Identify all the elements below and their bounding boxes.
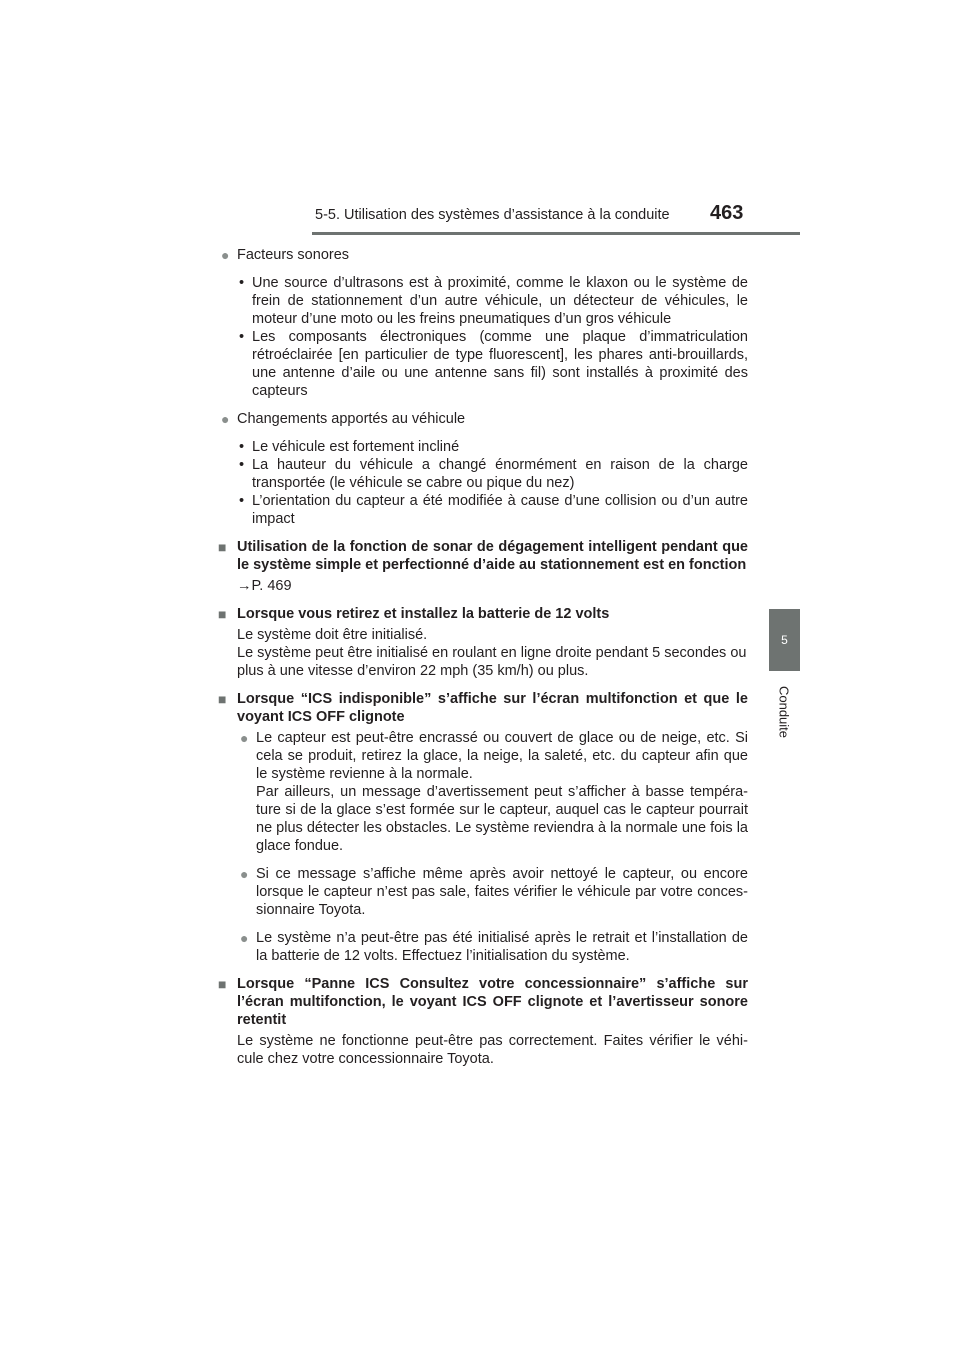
list-item-text: Le véhicule est fortement incliné [252, 439, 460, 455]
bullet-text: Changements apportés au véhicule [237, 411, 466, 427]
bullet-item [237, 929, 748, 965]
chapter-tab [769, 609, 800, 671]
section-title: Lorsque “ICS indisponible” s’affiche sur l’écran multifonction et que le voyant ICS OFF clignote [237, 691, 748, 725]
dash-list [218, 438, 748, 528]
page-body [218, 243, 748, 1068]
section-heading [218, 690, 748, 726]
section-heading [218, 538, 748, 574]
list-item [218, 328, 748, 400]
chapter-label: Conduite [776, 685, 792, 739]
running-header: 5-5. Utilisation des systèmes d’assistance à la conduite [315, 207, 670, 223]
page-reference: →P. 469 [237, 578, 292, 594]
dot-icon: • [239, 275, 245, 291]
bullet-icon: ● [240, 866, 249, 882]
section-title: Lorsque vous retirez et installez la batterie de 12 volts [237, 606, 610, 622]
dot-icon: • [239, 439, 245, 455]
dot-icon: • [239, 493, 245, 509]
bullet-item [237, 729, 748, 855]
square-icon: ■ [218, 691, 227, 707]
dot-icon: • [239, 329, 245, 345]
list-item-text: L’orientation du capteur a été modifiée à cause d’une collision ou d’un autre impact [252, 493, 748, 527]
list-item [218, 492, 748, 528]
bullet-item [237, 865, 748, 919]
list-item [218, 274, 748, 328]
bullet-group [218, 729, 748, 965]
paragraph: Le système doit être initialisé. [237, 627, 428, 643]
header-divider [312, 232, 800, 235]
bullet-text: Par ailleurs, un message d’avertissement peut s’afficher à basse tempéra-ture si de la glace s’est formée sur le capteur, auquel cas le capteur pourrait ne plus détecter les obstacles. Le système reviendra à la normale une fois la glace fondue. [256, 784, 748, 854]
list-item [218, 456, 748, 492]
list-item [218, 438, 748, 456]
bullet-text: Facteurs sonores [237, 247, 350, 263]
list-item-text: Une source d’ultrasons est à proximité, comme le klaxon ou le système de frein de stationnement d’un autre véhicule, un détecteur de véhicules, le moteur d’une moto ou les freins pneumatiques d’un gros véhicule [252, 275, 748, 327]
square-icon: ■ [218, 976, 227, 992]
bullet-icon: ● [221, 247, 230, 263]
section-heading [218, 605, 748, 623]
chapter-number: 5 [781, 633, 788, 647]
dot-icon: • [239, 457, 245, 473]
bullet-icon: ● [221, 411, 230, 427]
page-number: 463 [710, 202, 744, 224]
list-item-text: La hauteur du véhicule a changé énormément en raison de la charge transportée (le véhicule se cabre ou pique du nez) [252, 457, 748, 491]
bullet-heading [218, 246, 748, 264]
list-item-text: Les composants électroniques (comme une plaque d’immatriculation rétroéclairée [en particulier de type fluorescent], les phares anti-brouillards, une antenne d’aile ou une antenne sans fil) sont installés à proximité des capteurs [252, 329, 748, 399]
dash-list [218, 274, 748, 400]
bullet-icon: ● [240, 930, 249, 946]
paragraph: Le système ne fonctionne peut-être pas correctement. Faites vérifier le véhi-cule chez votre concessionnaire Toyota. [237, 1033, 748, 1067]
bullet-text: Si ce message s’affiche même après avoir nettoyé le capteur, ou encore lorsque le capteur n’est pas sale, faites vérifier le véhicule par votre conces-sionnaire Toyota. [256, 866, 748, 918]
bullet-text: Le capteur est peut-être encrassé ou couvert de glace ou de neige, etc. Si cela se produit, retirez la glace, la neige, la saleté, etc. du capteur afin que le système revienne à la normale. [256, 730, 748, 782]
section-title: Lorsque “Panne ICS Consultez votre concessionnaire” s’affiche sur l’écran multifonction, le voyant ICS OFF clignote et l’avertisseur sonore retentit [237, 976, 748, 1028]
section-title: Utilisation de la fonction de sonar de dégagement intelligent pendant que le système simple et perfectionné d’aide au stationnement est en fonction [237, 539, 748, 573]
bullet-heading [218, 410, 748, 428]
square-icon: ■ [218, 539, 227, 555]
bullet-text: Le système n’a peut-être pas été initialisé après le retrait et l’installation de la batterie de 12 volts. Effectuez l’initialisation du système. [256, 930, 748, 964]
section-heading [218, 975, 748, 1029]
paragraph: Le système peut être initialisé en roulant en ligne droite pendant 5 secondes ou plus à une vitesse d’environ 22 mph (35 km/h) ou plus. [237, 645, 747, 679]
square-icon: ■ [218, 606, 227, 622]
bullet-icon: ● [240, 730, 249, 746]
